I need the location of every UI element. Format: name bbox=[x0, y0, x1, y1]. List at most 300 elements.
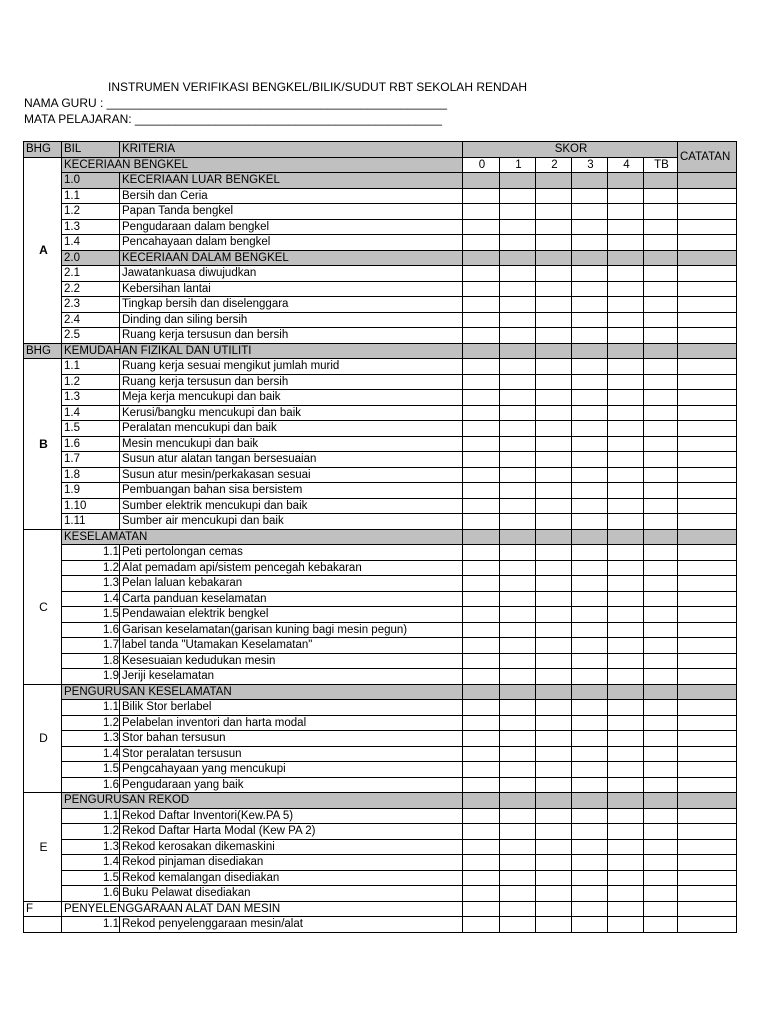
score-cell[interactable] bbox=[536, 266, 572, 282]
score-cell[interactable] bbox=[500, 219, 536, 235]
score-cell[interactable] bbox=[644, 591, 678, 607]
score-cell[interactable] bbox=[536, 204, 572, 220]
score-cell[interactable] bbox=[536, 638, 572, 654]
score-cell[interactable] bbox=[463, 917, 500, 933]
catatan-cell[interactable] bbox=[678, 405, 737, 421]
score-cell[interactable] bbox=[572, 669, 608, 685]
catatan-cell[interactable] bbox=[678, 374, 737, 390]
score-cell[interactable] bbox=[644, 560, 678, 576]
score-cell[interactable] bbox=[644, 917, 678, 933]
score-cell[interactable] bbox=[608, 498, 644, 514]
catatan-cell[interactable] bbox=[678, 870, 737, 886]
score-cell[interactable] bbox=[608, 793, 644, 809]
score-cell[interactable] bbox=[500, 591, 536, 607]
score-cell[interactable] bbox=[536, 870, 572, 886]
score-cell[interactable] bbox=[536, 235, 572, 251]
score-cell[interactable] bbox=[463, 188, 500, 204]
score-cell[interactable] bbox=[608, 359, 644, 375]
score-cell[interactable] bbox=[644, 607, 678, 623]
score-cell[interactable] bbox=[463, 436, 500, 452]
score-cell[interactable] bbox=[500, 312, 536, 328]
score-cell[interactable] bbox=[536, 173, 572, 189]
score-cell[interactable] bbox=[500, 855, 536, 871]
score-cell[interactable] bbox=[572, 204, 608, 220]
score-cell[interactable] bbox=[572, 250, 608, 266]
score-cell[interactable] bbox=[463, 235, 500, 251]
score-cell[interactable] bbox=[608, 467, 644, 483]
score-cell[interactable] bbox=[500, 467, 536, 483]
catatan-cell[interactable] bbox=[678, 855, 737, 871]
score-cell[interactable] bbox=[536, 917, 572, 933]
score-cell[interactable] bbox=[463, 762, 500, 778]
score-cell[interactable] bbox=[536, 607, 572, 623]
score-cell[interactable] bbox=[572, 855, 608, 871]
score-cell[interactable] bbox=[572, 297, 608, 313]
catatan-cell[interactable] bbox=[678, 204, 737, 220]
score-cell[interactable] bbox=[463, 669, 500, 685]
score-cell[interactable] bbox=[608, 560, 644, 576]
score-cell[interactable] bbox=[463, 731, 500, 747]
score-cell[interactable] bbox=[608, 886, 644, 902]
score-cell[interactable] bbox=[608, 529, 644, 545]
score-cell[interactable] bbox=[572, 576, 608, 592]
score-cell[interactable] bbox=[608, 917, 644, 933]
score-cell[interactable] bbox=[536, 653, 572, 669]
score-cell[interactable] bbox=[608, 901, 644, 917]
catatan-cell[interactable] bbox=[678, 219, 737, 235]
score-cell[interactable] bbox=[572, 731, 608, 747]
score-cell[interactable] bbox=[500, 529, 536, 545]
score-cell[interactable] bbox=[500, 762, 536, 778]
score-cell[interactable] bbox=[572, 808, 608, 824]
score-cell[interactable] bbox=[463, 297, 500, 313]
catatan-cell[interactable] bbox=[678, 359, 737, 375]
score-cell[interactable] bbox=[463, 824, 500, 840]
score-cell[interactable] bbox=[572, 467, 608, 483]
score-cell[interactable] bbox=[536, 901, 572, 917]
score-cell[interactable] bbox=[572, 622, 608, 638]
score-cell[interactable] bbox=[536, 808, 572, 824]
score-cell[interactable] bbox=[608, 281, 644, 297]
score-cell[interactable] bbox=[500, 204, 536, 220]
score-cell[interactable] bbox=[572, 591, 608, 607]
score-cell[interactable] bbox=[463, 266, 500, 282]
score-cell[interactable] bbox=[500, 250, 536, 266]
score-cell[interactable] bbox=[500, 824, 536, 840]
score-cell[interactable] bbox=[644, 777, 678, 793]
catatan-cell[interactable] bbox=[678, 250, 737, 266]
score-cell[interactable] bbox=[463, 622, 500, 638]
score-cell[interactable] bbox=[500, 700, 536, 716]
score-cell[interactable] bbox=[644, 266, 678, 282]
score-cell[interactable] bbox=[572, 188, 608, 204]
score-cell[interactable] bbox=[536, 793, 572, 809]
score-cell[interactable] bbox=[644, 700, 678, 716]
score-cell[interactable] bbox=[608, 669, 644, 685]
score-cell[interactable] bbox=[536, 452, 572, 468]
catatan-cell[interactable] bbox=[678, 917, 737, 933]
score-cell[interactable] bbox=[644, 498, 678, 514]
score-cell[interactable] bbox=[463, 359, 500, 375]
catatan-cell[interactable] bbox=[678, 529, 737, 545]
score-cell[interactable] bbox=[644, 808, 678, 824]
score-cell[interactable] bbox=[572, 173, 608, 189]
score-cell[interactable] bbox=[572, 715, 608, 731]
catatan-cell[interactable] bbox=[678, 173, 737, 189]
score-cell[interactable] bbox=[608, 746, 644, 762]
mata-pelajaran-field[interactable]: MATA PELAJARAN: ______________________________________________ bbox=[24, 112, 442, 126]
score-cell[interactable] bbox=[608, 808, 644, 824]
score-cell[interactable] bbox=[644, 204, 678, 220]
score-cell[interactable] bbox=[536, 498, 572, 514]
score-cell[interactable] bbox=[463, 901, 500, 917]
catatan-cell[interactable] bbox=[678, 622, 737, 638]
score-cell[interactable] bbox=[536, 715, 572, 731]
score-cell[interactable] bbox=[536, 328, 572, 344]
score-cell[interactable] bbox=[572, 421, 608, 437]
score-cell[interactable] bbox=[572, 452, 608, 468]
score-cell[interactable] bbox=[608, 173, 644, 189]
score-cell[interactable] bbox=[463, 173, 500, 189]
score-cell[interactable] bbox=[608, 777, 644, 793]
score-cell[interactable] bbox=[500, 359, 536, 375]
score-cell[interactable] bbox=[644, 235, 678, 251]
score-cell[interactable] bbox=[463, 545, 500, 561]
score-cell[interactable] bbox=[572, 793, 608, 809]
score-cell[interactable] bbox=[500, 607, 536, 623]
score-cell[interactable] bbox=[572, 839, 608, 855]
score-cell[interactable] bbox=[572, 901, 608, 917]
score-cell[interactable] bbox=[608, 638, 644, 654]
score-cell[interactable] bbox=[536, 250, 572, 266]
score-cell[interactable] bbox=[644, 622, 678, 638]
score-cell[interactable] bbox=[572, 777, 608, 793]
score-cell[interactable] bbox=[572, 607, 608, 623]
score-cell[interactable] bbox=[644, 405, 678, 421]
score-cell[interactable] bbox=[644, 684, 678, 700]
score-cell[interactable] bbox=[644, 281, 678, 297]
score-cell[interactable] bbox=[608, 607, 644, 623]
score-cell[interactable] bbox=[463, 405, 500, 421]
score-cell[interactable] bbox=[536, 312, 572, 328]
score-cell[interactable] bbox=[536, 839, 572, 855]
score-cell[interactable] bbox=[644, 793, 678, 809]
score-cell[interactable] bbox=[463, 343, 500, 359]
score-cell[interactable] bbox=[536, 746, 572, 762]
catatan-cell[interactable] bbox=[678, 436, 737, 452]
score-cell[interactable] bbox=[536, 374, 572, 390]
score-cell[interactable] bbox=[608, 235, 644, 251]
score-cell[interactable] bbox=[500, 684, 536, 700]
score-cell[interactable] bbox=[644, 529, 678, 545]
score-cell[interactable] bbox=[644, 514, 678, 530]
score-cell[interactable] bbox=[644, 839, 678, 855]
score-cell[interactable] bbox=[608, 824, 644, 840]
score-cell[interactable] bbox=[463, 498, 500, 514]
score-cell[interactable] bbox=[536, 824, 572, 840]
score-cell[interactable] bbox=[644, 746, 678, 762]
catatan-cell[interactable] bbox=[678, 793, 737, 809]
catatan-cell[interactable] bbox=[678, 684, 737, 700]
score-cell[interactable] bbox=[644, 452, 678, 468]
catatan-cell[interactable] bbox=[678, 452, 737, 468]
score-cell[interactable] bbox=[463, 483, 500, 499]
score-cell[interactable] bbox=[572, 281, 608, 297]
score-cell[interactable] bbox=[536, 359, 572, 375]
catatan-cell[interactable] bbox=[678, 235, 737, 251]
catatan-cell[interactable] bbox=[678, 901, 737, 917]
score-cell[interactable] bbox=[572, 266, 608, 282]
score-cell[interactable] bbox=[608, 421, 644, 437]
score-cell[interactable] bbox=[644, 669, 678, 685]
score-cell[interactable] bbox=[463, 576, 500, 592]
score-cell[interactable] bbox=[463, 839, 500, 855]
score-cell[interactable] bbox=[608, 312, 644, 328]
score-cell[interactable] bbox=[608, 591, 644, 607]
catatan-cell[interactable] bbox=[678, 483, 737, 499]
score-cell[interactable] bbox=[572, 328, 608, 344]
score-cell[interactable] bbox=[500, 498, 536, 514]
score-cell[interactable] bbox=[608, 839, 644, 855]
score-cell[interactable] bbox=[536, 777, 572, 793]
catatan-cell[interactable] bbox=[678, 591, 737, 607]
score-cell[interactable] bbox=[644, 715, 678, 731]
score-cell[interactable] bbox=[644, 250, 678, 266]
score-cell[interactable] bbox=[644, 343, 678, 359]
score-cell[interactable] bbox=[644, 731, 678, 747]
score-cell[interactable] bbox=[536, 405, 572, 421]
catatan-cell[interactable] bbox=[678, 808, 737, 824]
score-cell[interactable] bbox=[463, 638, 500, 654]
catatan-cell[interactable] bbox=[678, 669, 737, 685]
score-cell[interactable] bbox=[500, 839, 536, 855]
score-cell[interactable] bbox=[644, 312, 678, 328]
score-cell[interactable] bbox=[500, 343, 536, 359]
score-cell[interactable] bbox=[536, 731, 572, 747]
score-cell[interactable] bbox=[463, 421, 500, 437]
score-cell[interactable] bbox=[608, 436, 644, 452]
score-cell[interactable] bbox=[608, 731, 644, 747]
score-cell[interactable] bbox=[608, 266, 644, 282]
score-cell[interactable] bbox=[500, 746, 536, 762]
score-cell[interactable] bbox=[644, 653, 678, 669]
score-cell[interactable] bbox=[500, 793, 536, 809]
score-cell[interactable] bbox=[536, 188, 572, 204]
score-cell[interactable] bbox=[500, 483, 536, 499]
score-cell[interactable] bbox=[463, 529, 500, 545]
score-cell[interactable] bbox=[572, 312, 608, 328]
score-cell[interactable] bbox=[572, 405, 608, 421]
score-cell[interactable] bbox=[572, 700, 608, 716]
score-cell[interactable] bbox=[608, 328, 644, 344]
score-cell[interactable] bbox=[644, 824, 678, 840]
score-cell[interactable] bbox=[500, 777, 536, 793]
score-cell[interactable] bbox=[608, 855, 644, 871]
score-cell[interactable] bbox=[644, 901, 678, 917]
score-cell[interactable] bbox=[500, 669, 536, 685]
score-cell[interactable] bbox=[536, 591, 572, 607]
score-cell[interactable] bbox=[608, 452, 644, 468]
score-cell[interactable] bbox=[608, 762, 644, 778]
score-cell[interactable] bbox=[500, 653, 536, 669]
score-cell[interactable] bbox=[572, 219, 608, 235]
score-cell[interactable] bbox=[572, 483, 608, 499]
score-cell[interactable] bbox=[500, 235, 536, 251]
catatan-cell[interactable] bbox=[678, 328, 737, 344]
catatan-cell[interactable] bbox=[678, 638, 737, 654]
catatan-cell[interactable] bbox=[678, 731, 737, 747]
score-cell[interactable] bbox=[500, 638, 536, 654]
score-cell[interactable] bbox=[572, 870, 608, 886]
score-cell[interactable] bbox=[572, 235, 608, 251]
score-cell[interactable] bbox=[500, 374, 536, 390]
nama-guru-field[interactable]: NAMA GURU : ___________________________________________________ bbox=[24, 96, 448, 110]
score-cell[interactable] bbox=[644, 855, 678, 871]
score-cell[interactable] bbox=[572, 684, 608, 700]
score-cell[interactable] bbox=[572, 529, 608, 545]
score-cell[interactable] bbox=[500, 390, 536, 406]
catatan-cell[interactable] bbox=[678, 653, 737, 669]
score-cell[interactable] bbox=[572, 359, 608, 375]
score-cell[interactable] bbox=[463, 452, 500, 468]
catatan-cell[interactable] bbox=[678, 421, 737, 437]
catatan-cell[interactable] bbox=[678, 312, 737, 328]
catatan-cell[interactable] bbox=[678, 607, 737, 623]
catatan-cell[interactable] bbox=[678, 188, 737, 204]
score-cell[interactable] bbox=[572, 545, 608, 561]
score-cell[interactable] bbox=[536, 886, 572, 902]
catatan-cell[interactable] bbox=[678, 886, 737, 902]
score-cell[interactable] bbox=[500, 297, 536, 313]
score-cell[interactable] bbox=[463, 390, 500, 406]
score-cell[interactable] bbox=[608, 870, 644, 886]
score-cell[interactable] bbox=[644, 359, 678, 375]
score-cell[interactable] bbox=[463, 219, 500, 235]
score-cell[interactable] bbox=[500, 436, 536, 452]
score-cell[interactable] bbox=[644, 390, 678, 406]
score-cell[interactable] bbox=[644, 576, 678, 592]
score-cell[interactable] bbox=[572, 762, 608, 778]
score-cell[interactable] bbox=[463, 328, 500, 344]
score-cell[interactable] bbox=[463, 250, 500, 266]
score-cell[interactable] bbox=[463, 746, 500, 762]
score-cell[interactable] bbox=[463, 777, 500, 793]
score-cell[interactable] bbox=[536, 855, 572, 871]
catatan-cell[interactable] bbox=[678, 390, 737, 406]
score-cell[interactable] bbox=[572, 746, 608, 762]
score-cell[interactable] bbox=[536, 529, 572, 545]
catatan-cell[interactable] bbox=[678, 560, 737, 576]
score-cell[interactable] bbox=[536, 281, 572, 297]
score-cell[interactable] bbox=[608, 405, 644, 421]
score-cell[interactable] bbox=[536, 560, 572, 576]
score-cell[interactable] bbox=[644, 188, 678, 204]
score-cell[interactable] bbox=[500, 901, 536, 917]
score-cell[interactable] bbox=[644, 421, 678, 437]
score-cell[interactable] bbox=[536, 343, 572, 359]
score-cell[interactable] bbox=[463, 715, 500, 731]
score-cell[interactable] bbox=[608, 653, 644, 669]
score-cell[interactable] bbox=[500, 917, 536, 933]
score-cell[interactable] bbox=[536, 421, 572, 437]
catatan-cell[interactable] bbox=[678, 700, 737, 716]
score-cell[interactable] bbox=[536, 390, 572, 406]
score-cell[interactable] bbox=[644, 886, 678, 902]
score-cell[interactable] bbox=[463, 700, 500, 716]
score-cell[interactable] bbox=[644, 328, 678, 344]
score-cell[interactable] bbox=[536, 514, 572, 530]
score-cell[interactable] bbox=[536, 622, 572, 638]
score-cell[interactable] bbox=[572, 343, 608, 359]
score-cell[interactable] bbox=[500, 405, 536, 421]
score-cell[interactable] bbox=[572, 917, 608, 933]
score-cell[interactable] bbox=[463, 607, 500, 623]
score-cell[interactable] bbox=[644, 297, 678, 313]
score-cell[interactable] bbox=[536, 297, 572, 313]
catatan-cell[interactable] bbox=[678, 824, 737, 840]
score-cell[interactable] bbox=[572, 498, 608, 514]
score-cell[interactable] bbox=[500, 622, 536, 638]
score-cell[interactable] bbox=[500, 545, 536, 561]
score-cell[interactable] bbox=[572, 374, 608, 390]
score-cell[interactable] bbox=[500, 173, 536, 189]
catatan-cell[interactable] bbox=[678, 576, 737, 592]
catatan-cell[interactable] bbox=[678, 777, 737, 793]
score-cell[interactable] bbox=[463, 793, 500, 809]
score-cell[interactable] bbox=[463, 312, 500, 328]
catatan-cell[interactable] bbox=[678, 715, 737, 731]
score-cell[interactable] bbox=[644, 545, 678, 561]
score-cell[interactable] bbox=[500, 452, 536, 468]
score-cell[interactable] bbox=[500, 731, 536, 747]
catatan-cell[interactable] bbox=[678, 266, 737, 282]
score-cell[interactable] bbox=[608, 297, 644, 313]
catatan-cell[interactable] bbox=[678, 498, 737, 514]
score-cell[interactable] bbox=[500, 870, 536, 886]
score-cell[interactable] bbox=[608, 514, 644, 530]
score-cell[interactable] bbox=[644, 219, 678, 235]
score-cell[interactable] bbox=[644, 467, 678, 483]
score-cell[interactable] bbox=[572, 653, 608, 669]
score-cell[interactable] bbox=[536, 669, 572, 685]
score-cell[interactable] bbox=[608, 684, 644, 700]
score-cell[interactable] bbox=[572, 560, 608, 576]
score-cell[interactable] bbox=[536, 576, 572, 592]
catatan-cell[interactable] bbox=[678, 762, 737, 778]
score-cell[interactable] bbox=[608, 700, 644, 716]
score-cell[interactable] bbox=[536, 219, 572, 235]
score-cell[interactable] bbox=[536, 700, 572, 716]
score-cell[interactable] bbox=[536, 467, 572, 483]
score-cell[interactable] bbox=[463, 684, 500, 700]
score-cell[interactable] bbox=[608, 483, 644, 499]
score-cell[interactable] bbox=[500, 808, 536, 824]
score-cell[interactable] bbox=[463, 204, 500, 220]
catatan-cell[interactable] bbox=[678, 281, 737, 297]
score-cell[interactable] bbox=[608, 219, 644, 235]
score-cell[interactable] bbox=[500, 328, 536, 344]
score-cell[interactable] bbox=[463, 808, 500, 824]
score-cell[interactable] bbox=[644, 870, 678, 886]
score-cell[interactable] bbox=[463, 591, 500, 607]
score-cell[interactable] bbox=[500, 715, 536, 731]
score-cell[interactable] bbox=[500, 514, 536, 530]
score-cell[interactable] bbox=[463, 886, 500, 902]
score-cell[interactable] bbox=[463, 855, 500, 871]
score-cell[interactable] bbox=[500, 421, 536, 437]
score-cell[interactable] bbox=[608, 374, 644, 390]
score-cell[interactable] bbox=[608, 188, 644, 204]
